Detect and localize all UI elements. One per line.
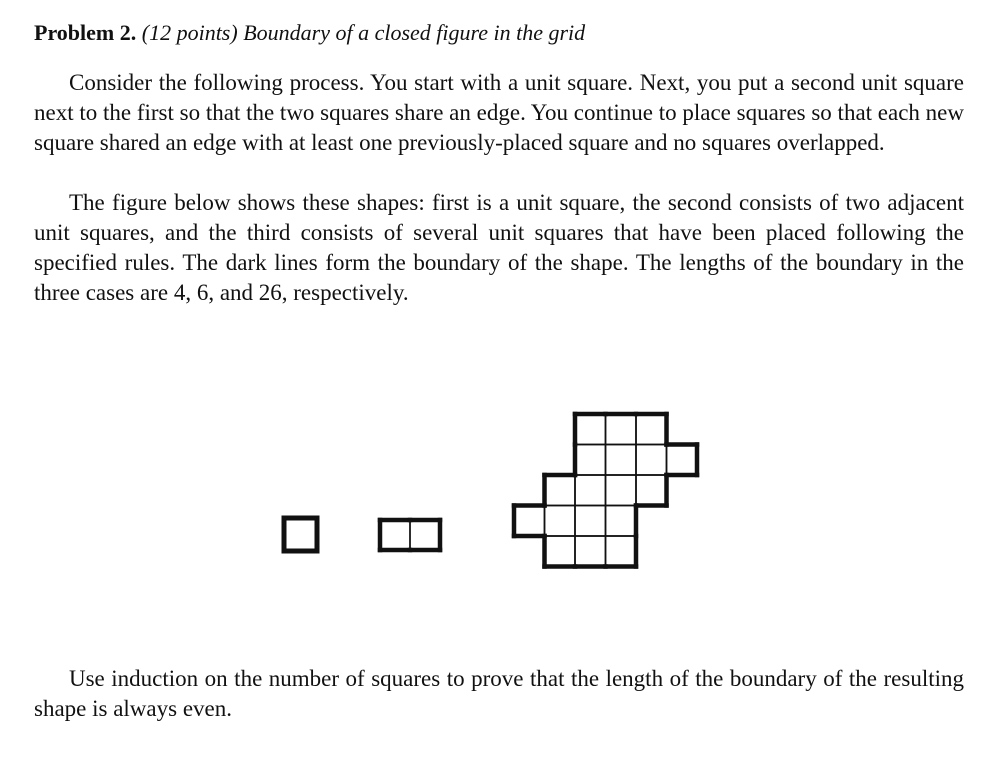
grid-cell — [575, 475, 606, 506]
grid-cell — [545, 475, 576, 506]
grid-cell — [606, 506, 637, 537]
grid-cell — [545, 506, 576, 537]
grid-cell — [575, 506, 606, 537]
problem-subtitle: (12 points) Boundary of a closed figure in the grid — [141, 20, 586, 45]
grid-cell — [667, 445, 698, 476]
grid-cell — [636, 445, 667, 476]
shape-unit-square — [284, 518, 317, 551]
grid-cell — [575, 445, 606, 476]
grid-cell — [606, 475, 637, 506]
paragraph-process: Consider the following process. You start with a unit square. Next, you put a second unit square next to the first so that the two squares share an edge. You continue to place squares so that each new square shared an edge with at least one previously-placed square and no squares overlapped. — [34, 70, 964, 155]
grid-cell — [410, 520, 440, 550]
shape-two-adjacent-squares — [380, 520, 440, 550]
grid-cell — [575, 536, 606, 567]
grid-cell — [514, 506, 545, 537]
grid-cell — [606, 414, 637, 445]
grid-cell — [575, 414, 606, 445]
grid-cell — [636, 475, 667, 506]
grid-cell — [380, 520, 410, 550]
grid-cell — [284, 518, 317, 551]
grid-cell — [545, 536, 576, 567]
paragraph-task: Use induction on the number of squares to prove that the length of the boundary of the resulting shape is always even. — [34, 666, 964, 721]
paragraph-figure-description: The figure below shows these shapes: first is a unit square, the second consists of two adjacent unit squares, and the third consists of several unit squares that have been placed following the specified rules. The dark lines form the boundary of the shape. The lengths of the boundary in the three cases are 4, 6, and 26, respectively. — [34, 190, 964, 305]
grid-cell — [636, 414, 667, 445]
problem-number: Problem 2. — [34, 20, 137, 45]
shape-polyomino — [514, 414, 697, 567]
grid-cell — [606, 445, 637, 476]
grid-cell — [606, 536, 637, 567]
